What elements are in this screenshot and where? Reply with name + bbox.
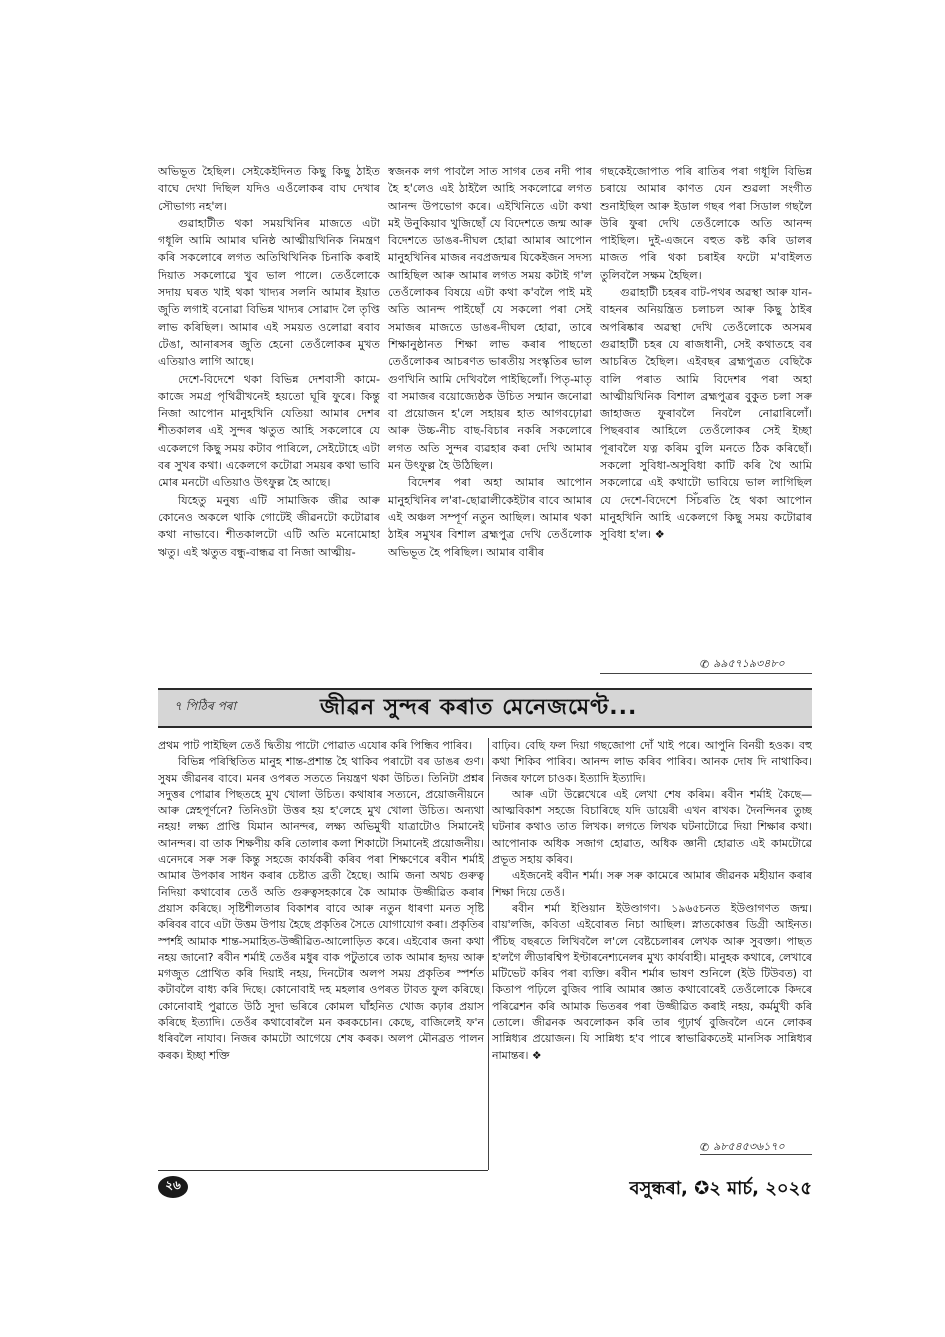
phone-icon: ✆ — [700, 1141, 710, 1154]
article-title: জীৱন সুন্দৰ কৰাত মেনেজমেণ্ট... — [320, 694, 638, 720]
phone-icon: ✆ — [700, 658, 710, 671]
paragraph: প্ৰথম পাট পাইছিল তেওঁ দ্বিতীয় পাটো পোৱাত এযোৰ কৰি পিন্ধিব পাৰিব। — [158, 739, 473, 752]
column-divider — [488, 738, 489, 1170]
paragraph: গুৱাহাটীত থকা সময়খিনিৰ মাজতে এটা গধূলি আমি আমাৰ ঘনিষ্ঠ আত্মীয়খিনিক নিমন্ত্ৰণ কৰি সকলোৰে লগত অতিথিখিনিক চিনাকি কৰাই দিয়াত সকলোৱে খুব ভাল পালে। তেওঁলোকে সদায় ঘৰত খাই থকা খাদ্যৰ সলনি আমাৰ ইয়াত জুতি লগাই বনোৱা বিভিন্ন খাদ্যৰ সোৱাদ লৈ তৃপ্তি লাভ কৰিছিল। আমাৰ এই সময়ত ওলোৱা ৰবাব টেঙা, আনাৰসৰ জুতি হেনো তেওঁলোকৰ মুখত এতিয়াও লাগি আছে। — [158, 216, 380, 369]
author-phone-bottom — [700, 1138, 785, 1157]
paragraph: অভিভূত হৈছিল। সেইকেইদিনত কিছু কিছু ঠাইত বাঘে দেখা দিছিল যদিও এওঁলোকৰ বাঘ দেখাৰ সৌভাগ্য নহ'ল। — [158, 165, 380, 213]
paragraph: বাঢ়িব। বেছি ফল দিয়া গছজোপা দোঁ খাই পৰে। আপুনি বিনয়ী হওক। বহু কথা শিকিব পাৰিব। আনন্দ লাভ কৰিব পাৰিব। আনক দোষ দি নাথাকিব। নিজৰ ফালে চাওক। ইত্যাদি ইত্যাদি। — [492, 739, 812, 785]
author-phone-top — [700, 655, 785, 674]
paragraph: স্বজনক লগ পাবলৈ সাত সাগৰ তেৰ নদী পাৰ হৈ হ'লেও এই ঠাইলৈ আহি সকলোৱে লগত আনন্দ উপভোগ কৰে। এইখিনিতে এটা কথা মই উনুকিয়াব খুজিছোঁ যে বিদেশতে জন্ম আৰু বিদেশতে ডাঙৰ-দীঘল হোৱা আমাৰ আপোন মানুহখিনিৰ মাজৰ নবপ্ৰজন্মৰ যিকেইজন সদস্য আহিছিল আৰু আমাৰ লগত সময় কটাই গ'ল তেওঁলোকৰ বিষয়ে এটা কথা ক'বলৈ পাই মই অতি আনন্দ পাইছোঁ যে সকলো পৰা সেই সমাজৰ মাজতে ডাঙৰ-দীঘল হোৱা, তাৰে শিক্ষানুষ্ঠানত শিক্ষা লাভ কৰাৰ পাছতো তেওঁলোকৰ আচৰণত ভাৰতীয় সংস্কৃতিৰ ভাল গুণখিনি আমি দেখিবলৈ পাইছিলোঁ। পিতৃ-মাতৃ বা সমাজৰ বয়োজ্যেষ্ঠক উচিত সন্মান জনোৱা বা প্ৰয়োজন হ'লে সহায়ৰ হাত আগবঢ়োৱা আৰু উচ্চ-নীচ বাছ-বিচাৰ নকৰি সকলোৰে লগত অতি সুন্দৰ ব্যৱহাৰ কৰা দেখি আমাৰ মন উৎফুল্ল হৈ উঠিছিল। — [388, 165, 592, 473]
paragraph: গুৱাহাটী চহৰৰ বাট-পথৰ অৱস্থা আৰু যান-বাহনৰ অনিয়ন্ত্ৰিত চলাচল আৰু কিছু ঠাইৰ অপৰিষ্কাৰ অৱস্থা দেখি তেওঁলোকে অসমৰ গুৱাহাটী চহৰ যে ৰাজধানী, সেই কথাতহে বৰ আচৰিত হৈছিল। এইবছৰ ব্ৰহ্মপুত্ৰত বেছিকৈ বালি পৰাত আমি বিদেশৰ পৰা অহা আত্মীয়খিনিক বিশাল ব্ৰহ্মপুত্ৰৰ বুকুত চলা সৰু জাহাজত ফুৰাবলৈ নিবলৈ নোৱাৰিলোঁ। পিছৰবাৰ আহিলে তেওঁলোকৰ সেই ইচ্ছা পূৰাবলৈ যত্ন কৰিম বুলি মনতে ঠিক কৰিছোঁ। সকলো সুবিধা-অসুবিধা কাটি কৰি থৈ আমি সকলোৱে এই কথাটো ভাবিয়ে ভাল লাগিছিল যে দেশে-বিদেশে সিঁচৰতি হৈ থকা আপোন মানুহখিনি আহি একেলগে কিছু সময় কটোৱাৰ সুবিধা হ'ল। ❖ — [600, 286, 812, 542]
phone-number: ৯৯৫৭১৯৩৪৮০ — [713, 657, 785, 670]
paragraph: গছকেইজোপাত পৰি ৰাতিৰ পৰা গধূলি বিভিন্ন চৰায়ে আমাৰ কাণত যেন শুৱলা সংগীত শুনাইছিল আৰু ইডাল গছৰ পৰা সিডাল গছলৈ উৰি ফুৰা দেখি তেওঁলোকে অতি আনন্দ পাইছিল। দুই-এজনে বহুত কষ্ট কৰি ডালৰ মাজত পৰি থকা চৰাইৰ ফটো ম'বাইলত তুলিবলৈ সক্ষম হৈছিল। — [600, 165, 812, 282]
continued-from-label: ৭ পিঠিৰ পৰা — [174, 699, 236, 713]
paragraph: যিহেতু মনুষ্য এটি সামাজিক জীৱ আৰু কোনেও অকলে থাকি গোটেই জীৱনটো কটোৱাৰ কথা নাভাবে। শীতকালটো এটি অতি মনোমোহা ঋতু। এই ঋতুত বন্ধু-বান্ধৱ বা নিজা আত্মীয়- — [158, 493, 380, 559]
page-number: ২৬ — [158, 1176, 188, 1198]
paragraph: ৰবীন শৰ্মা ইণ্ডিয়ান ইউণ্ডাগণ। ১৯৬৫চনত ইউণ্ডাগণত জন্ম। বায়'লজি, কবিতা এইবোৰত নিচা আছিল। স্নাতকোত্তৰ ডিগ্ৰী আইনত। পঁচিছ বছৰতে লিখিবলৈ ল'লে বেষ্টচেলাৰৰ লেখক আৰু সুবক্তা। পাছত হ'লগৈ লীডাৰশ্বিপ ইণ্টাৰনেশ্যনেলৰ মুখ্য কাৰ্যবাহী। মানুহক কথাৰে, লেখাৰে মটিভেট কৰিব পৰা ব্যক্তি। ৰবীন শৰ্মাৰ ভাষণ শুনিলে (ইউ টিউবত) বা কিতাপ পঢ়িলে বুজিব পাৰি আমাৰ জ্ঞাত কথাবোৰেই তেওঁলোকে কিদৰে পৰিৱেশন কৰি আমাক ভিতৰৰ পৰা উজ্জীৱিত কৰাই নহয়, কৰ্মমুখী কৰি তোলে। জীৱনক অবলোকন কৰি তাৰ গূঢ়াৰ্থ বুজিবলৈ এনে লোকৰ সান্নিধ্যৰ প্ৰয়োজন। যি সান্নিধ্য হ'ব পাৰে স্বাভাৱিকতেই মানসিক সান্নিধ্যৰ নামান্তৰ। ❖ — [492, 901, 812, 1062]
publication-masthead: বসুন্ধৰা, ✪২ মাৰ্চ, ২০২৫ — [629, 1178, 812, 1199]
footer-rule — [158, 1170, 488, 1171]
paragraph: বিদেশৰ পৰা অহা আমাৰ আপোন মানুহখিনিৰ ল'ৰা-ছোৱালীকেইটাৰ বাবে আমাৰ এই অঞ্চল সম্পূৰ্ণ নতুন আছিল। আমাৰ থকা ঠাইৰ সমুখৰ বিশাল ব্ৰহ্মপুত্ৰ দেখি তেওঁলোক অভিভূত হৈ পৰিছিল। আমাৰ বাৰীৰ — [388, 476, 592, 559]
article-bottom-column-2 — [492, 738, 812, 1136]
article-top-column-2 — [388, 163, 592, 683]
article-bottom-column-1 — [158, 738, 484, 1166]
paragraph: দেশে-বিদেশে থকা বিভিন্ন দেশবাসী কামে-কাজে সমগ্ৰ পৃথিৱীখনেই হয়তো ঘূৰি ফুৰে। কিন্তু নিজা আপোন মানুহখিনি যেতিয়া আমাৰ দেশৰ শীতকালৰ এই সুন্দৰ ঋতুত আহি সকলোৰে যে একেলগে কিছু সময় কটাব পাৰিলে, সেইটোহে এটা বৰ সুখৰ কথা। একেলগে কটোৱা সময়ৰ কথা ভাবি মোৰ মনটো এতিয়াও উৎফুল্ল হৈ আছে। — [158, 372, 380, 490]
paragraph: বিভিন্ন পৰিস্থিতিত মানুহ শান্ত-প্ৰশান্ত হৈ থাকিব পৰাটো বৰ ডাঙৰ গুণ। সুষম জীৱনৰ বাবে। মনৰ ওপৰত সততে নিয়ন্ত্ৰণ থকা উচিত। তিনিটা প্ৰশ্নৰ সদুত্তৰ পোৱাৰ পিছতহে মুখ খোলা উচিত। কথাষাৰ সত্যনে, প্ৰয়োজনীয়নে আৰু স্নেহপূৰ্ণনে? তিনিওটা উত্তৰ হয় হ'লেহে মুখ খোলা উচিত। অন্যথা নহয়! লক্ষ্য প্ৰাপ্তি যিমান আনন্দৰ, লক্ষ্য অভিমুখী যাত্ৰাটোও সিমানেই আনন্দৰ। বা তাক শিক্ষণীয় কৰি তোলাৰ কলা শিকাটো সিমানেই প্ৰয়োজনীয়। এনেদৰে সৰু সৰু কিন্তু সহজে কাৰ্যকৰী কৰিব পৰা শিক্ষণেৰে ৰবীন শৰ্মাই আমাৰ উপকাৰ সাধন কৰাৰ চেষ্টাত ব্ৰতী হৈছে। আমি জনা অথচ গুৰুত্ব নিদিয়া কথাবোৰ তেওঁ অতি গুৰুত্বসহকাৰে কৈ আমাক উজ্জীৱিত কৰাৰ প্ৰয়াস কৰিছে। সৃষ্টিশীলতাৰ বিকাশৰ বাবে আৰু নতুন ধাৰণা মনত সৃষ্টি কৰিবৰ বাবে এটা উত্তম উপায় হৈছে প্ৰকৃতিৰ সৈতে যোগাযোগ কৰা। প্ৰকৃতিৰ স্পৰ্শই আমাক শান্ত-সমাহিত-উজ্জীৱিত-আলোড়িত কৰে। এইবোৰ জনা কথা নহয় জানো? ৰবীন শৰ্মাই তেওঁৰ মধুৰ বাক পটুতাৰে তাক আমাৰ হৃদয় আৰু মগজুত প্ৰোথিত কৰি দিয়াই নহয়, দিনটোৰ অলপ সময় প্ৰকৃতিৰ স্পৰ্শত কটাবলৈ বাধ্য কৰি দিছে। কোনোবাই দহ মহলাৰ ওপৰত টাবত ফুল কৰিছে। কোনোবাই পুৱাতে উঠি সুদা ভৰিৰে কোমল ঘাঁহনিত খোজ কঢ়াৰ প্ৰয়াস কৰিছে ইত্যাদি। তেওঁৰ কথাবোৰলৈ মন কৰকচোন। কেছে, বাজিলেই ফ'ন ধৰিবলৈ নাযাব। নিজৰ কামটো আগেয়ে শেষ কৰক। অলপ মৌনব্ৰত পালন কৰক। ইচ্ছা শক্তি — [158, 755, 484, 1062]
paragraph: এইজনেই ৰবীন শৰ্মা। সৰু সৰু কামেৰে আমাৰ জীৱনক মহীয়ান কৰাৰ শিক্ষা দিয়ে তেওঁ। — [492, 869, 812, 899]
paragraph: আৰু এটা উল্লেখেৰে এই লেখা শেষ কৰিম। ৰবীন শৰ্মাই কৈছে— আত্মবিকাশ সহজে বিচাৰিছে যদি ডায়েৰী এখন ৰাখক। দৈনন্দিনৰ তুচ্ছ ঘটনাৰ কথাও তাত লিখক। লগতে লিখক ঘটনাটোৱে দিয়া শিক্ষাৰ কথা। আপোনাক অধিক সজাগ হোৱাত, অধিক জ্ঞানী হোৱাত এই কামটোৱে প্ৰভূত সহায় কৰিব। — [492, 787, 812, 867]
article-top-column-3 — [600, 163, 812, 655]
article-banner — [158, 688, 812, 728]
article-top-column-1 — [158, 163, 380, 683]
phone-number: ৯৮৫৪৫৩৬১৭০ — [713, 1140, 785, 1153]
